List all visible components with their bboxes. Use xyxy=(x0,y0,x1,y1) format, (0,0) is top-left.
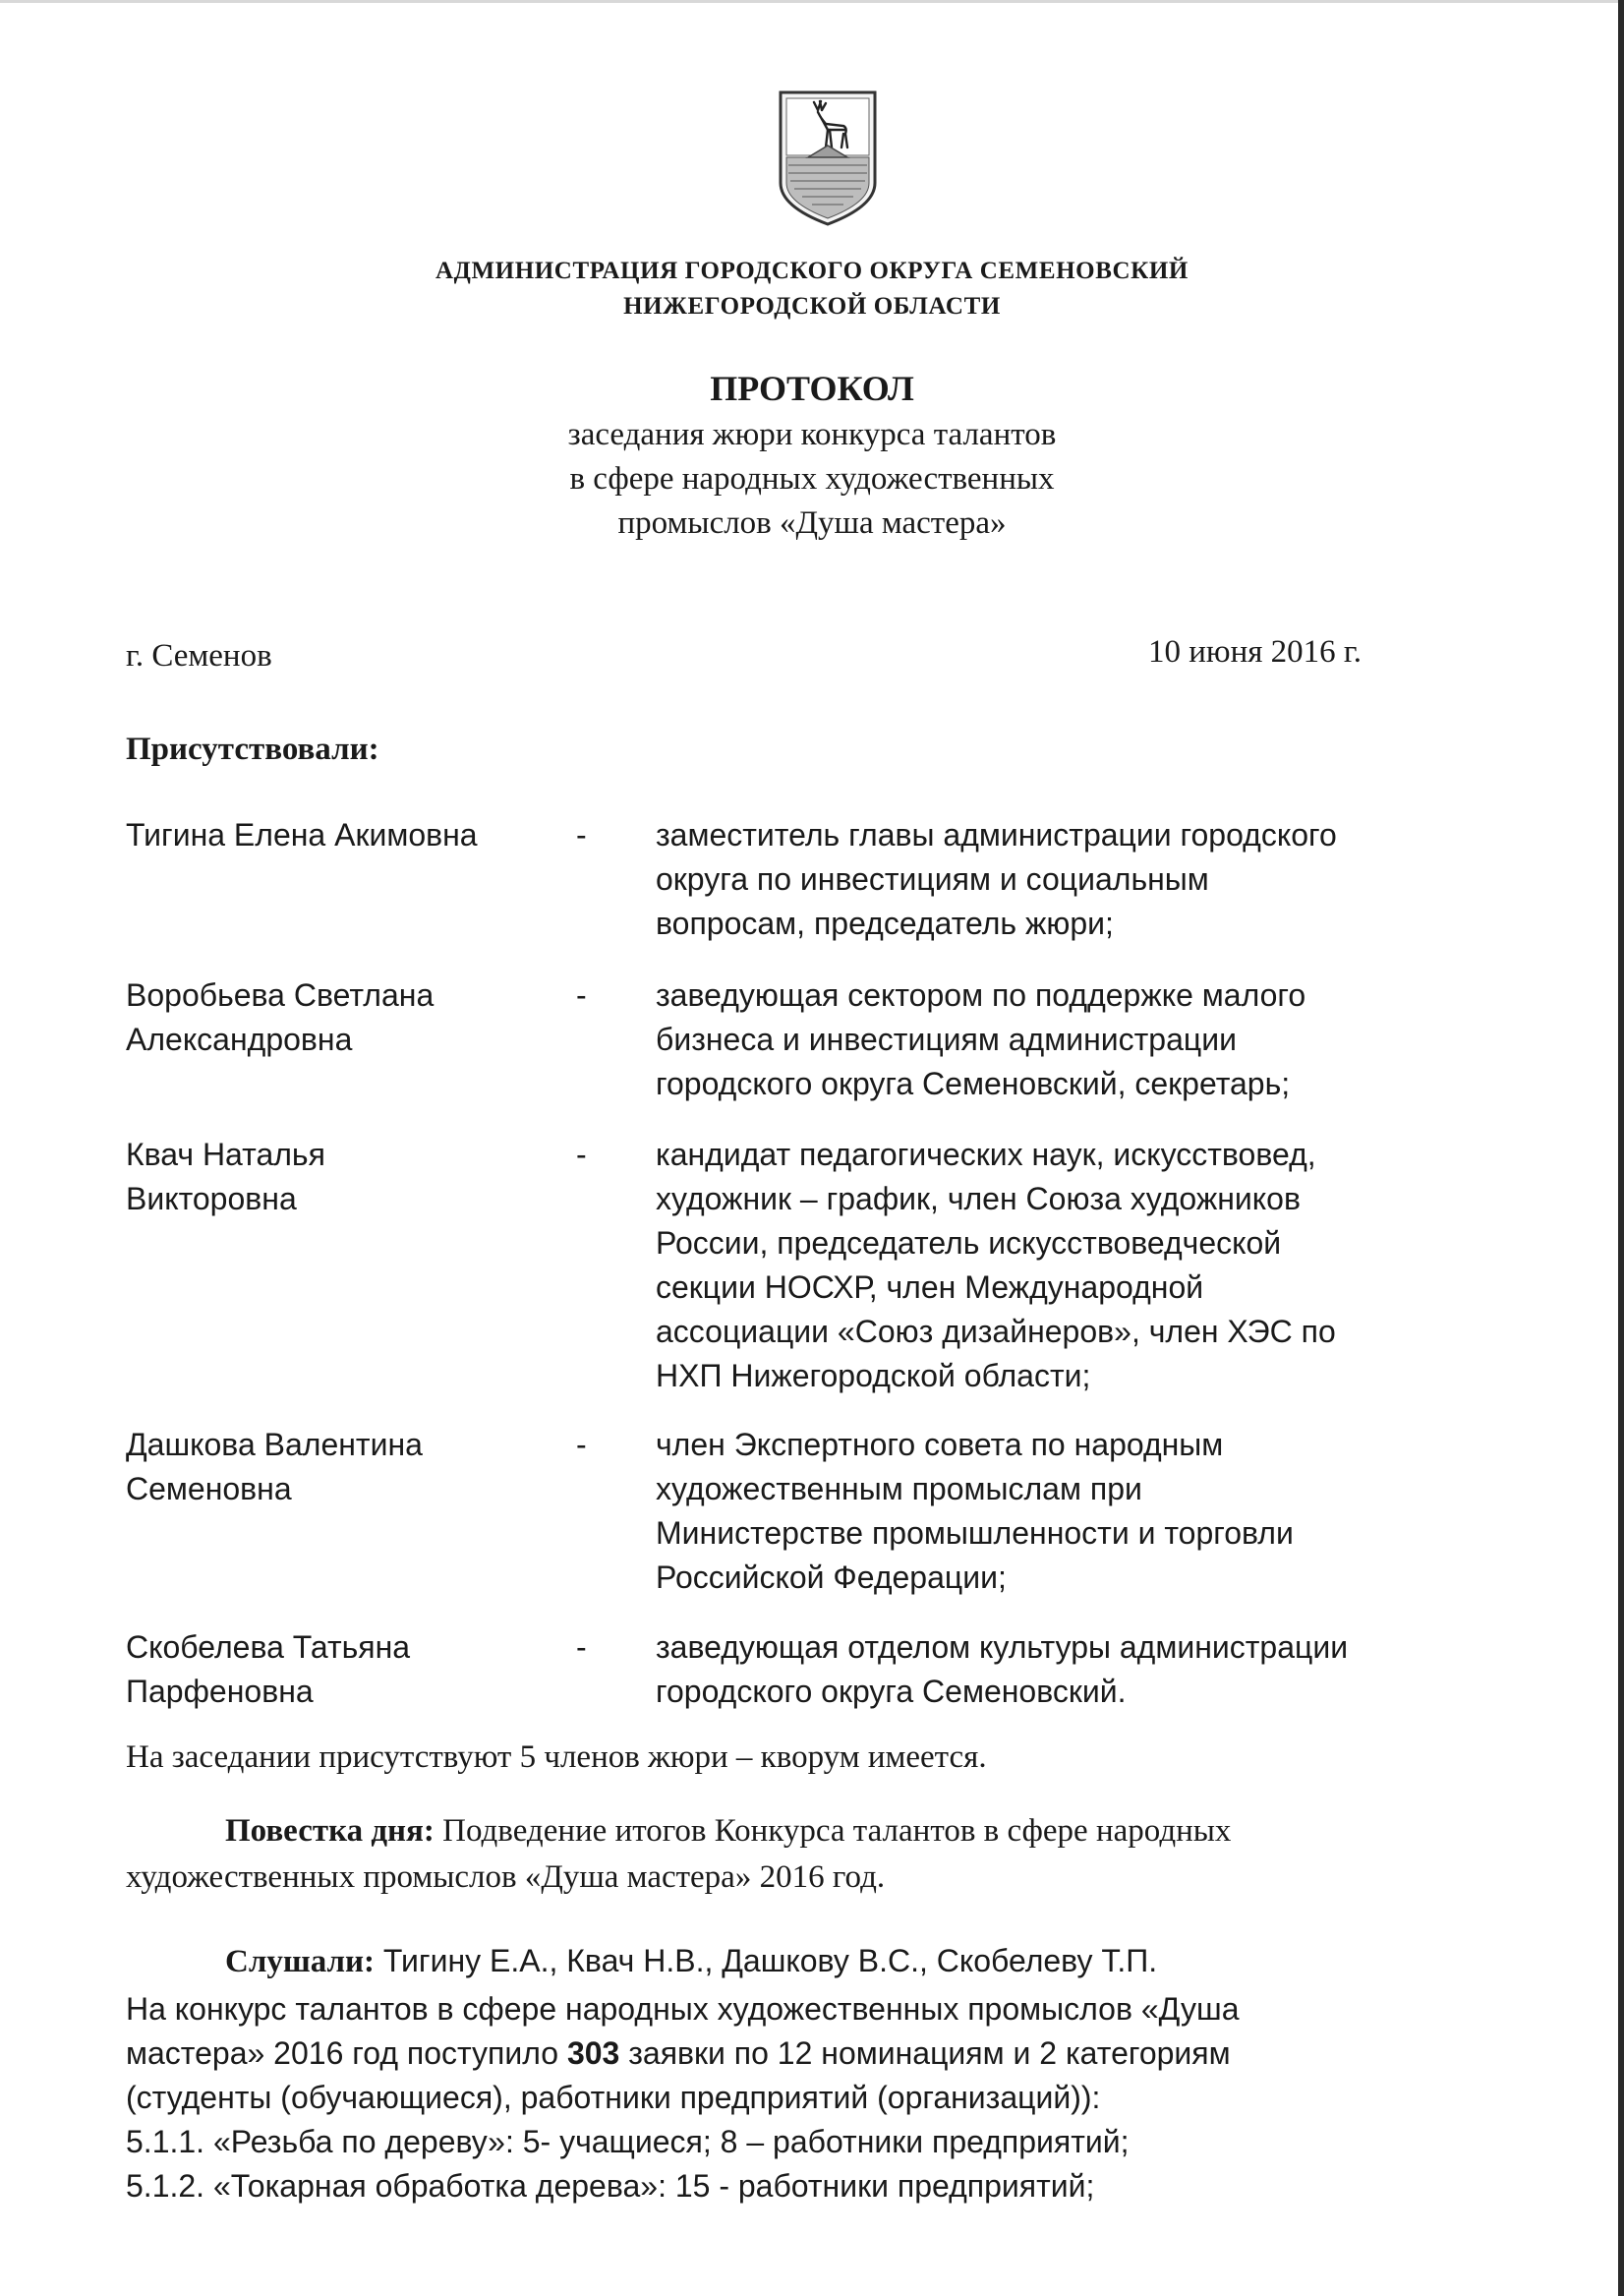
member-role xyxy=(656,1423,1294,1600)
role-line: городского округа Семеновский. xyxy=(656,1674,1127,1709)
role-line: вопросам, председатель жюри; xyxy=(656,906,1114,941)
name-line: Скобелева Татьяна xyxy=(126,1629,411,1665)
body-line xyxy=(126,2031,1239,2076)
heard-label: Слушали: xyxy=(225,1944,376,1979)
body-line: (студенты (обучающиеся), работники предприятий (организаций)): xyxy=(126,2080,1101,2115)
member-name: Тигина Елена Акимовна xyxy=(126,817,478,853)
coat-of-arms-icon xyxy=(775,87,881,228)
member-dash: - xyxy=(576,817,587,853)
member-role xyxy=(656,1133,1336,1398)
agenda-text: Подведение итогов Конкурса талантов в сфере народных xyxy=(434,1813,1232,1849)
role-line: заведующая отделом культуры администрации xyxy=(656,1629,1349,1665)
member-name xyxy=(126,973,434,1062)
heard-body xyxy=(126,1987,1239,2208)
name-line: Квач Наталья xyxy=(126,1137,325,1172)
role-line: бизнеса и инвестициям администрации xyxy=(656,1022,1237,1057)
body-line: На конкурс талантов в сфере народных художественных промыслов «Душа xyxy=(126,1991,1240,2027)
name-line: Парфеновна xyxy=(126,1674,314,1709)
name-line: Викторовна xyxy=(126,1181,297,1216)
quorum-statement: На заседании присутствуют 5 членов жюри – кворум имеется. xyxy=(126,1739,987,1775)
agenda-label: Повестка дня: xyxy=(225,1813,435,1849)
role-line: Российской Федерации; xyxy=(656,1560,1007,1595)
body-text: заявки по 12 номинациям и 2 категориям xyxy=(619,2035,1231,2071)
name-line: Воробьева Светлана xyxy=(126,977,435,1013)
role-line: художник – график, член Союза художников xyxy=(656,1181,1301,1216)
subtitle-line: промыслов «Душа мастера» xyxy=(617,505,1007,541)
organization-name: АДМИНИСТРАЦИЯ ГОРОДСКОГО ОКРУГА СЕМЕНОВСКИЙ xyxy=(435,258,1189,284)
present-heading: Присутствовали: xyxy=(126,732,379,767)
role-line: России, председатель искусствоведческой xyxy=(656,1225,1282,1261)
nomination-item: 5.1.1. «Резьба по дереву»: 5- учащиеся; 8 – работники предприятий; xyxy=(126,2124,1130,2159)
scan-right-edge xyxy=(1618,0,1624,2296)
agenda-line xyxy=(225,1809,1231,1854)
member-dash: - xyxy=(576,977,587,1013)
name-line: Александровна xyxy=(126,1022,353,1057)
heard-names: Тигину Е.А., Квач Н.В., Дашкову В.С., Скобелеву Т.П. xyxy=(375,1943,1158,1978)
agenda-continuation: художественных промыслов «Душа мастера» 2016 год. xyxy=(126,1859,886,1895)
role-line: заместитель главы администрации городского xyxy=(656,817,1337,853)
nomination-item: 5.1.2. «Токарная обработка дерева»: 15 - работники предприятий; xyxy=(126,2168,1095,2204)
member-name xyxy=(126,1423,423,1511)
application-count: 303 xyxy=(566,2035,620,2071)
name-line: Дашкова Валентина xyxy=(126,1427,423,1462)
role-line: секции НОСХР, член Международной xyxy=(656,1269,1204,1305)
organization-region: НИЖЕГОРОДСКОЙ ОБЛАСТИ xyxy=(623,293,1001,320)
member-dash: - xyxy=(576,1137,587,1172)
name-line: Семеновна xyxy=(126,1471,292,1506)
role-line: Министерстве промышленности и торговли xyxy=(656,1515,1294,1551)
role-line: кандидат педагогических наук, искусствовед, xyxy=(656,1137,1316,1172)
member-name xyxy=(126,1625,410,1714)
role-line: заведующая сектором по поддержке малого xyxy=(656,977,1306,1013)
subtitle-line: заседания жюри конкурса талантов xyxy=(567,417,1057,452)
subtitle-line: в сфере народных художественных xyxy=(569,461,1055,497)
member-role xyxy=(656,813,1337,946)
role-line: округа по инвестициям и социальным xyxy=(656,861,1209,897)
role-line: городского округа Семеновский, секретарь; xyxy=(656,1066,1291,1101)
city: г. Семенов xyxy=(126,638,272,674)
role-line: ассоциации «Союз дизайнеров», член ХЭС по xyxy=(656,1314,1336,1349)
member-role xyxy=(656,1625,1348,1714)
body-text: мастера» 2016 год поступило xyxy=(126,2035,567,2071)
document-title: ПРОТОКОЛ xyxy=(710,369,914,408)
document-date: 10 июня 2016 г. xyxy=(1148,634,1362,670)
member-name xyxy=(126,1133,325,1221)
member-role xyxy=(656,973,1305,1106)
scan-top-edge xyxy=(0,0,1624,3)
heard-line xyxy=(225,1939,1157,1984)
member-dash: - xyxy=(576,1427,587,1462)
document-subtitle xyxy=(0,413,1624,546)
role-line: НХП Нижегородской области; xyxy=(656,1358,1091,1393)
member-dash: - xyxy=(576,1629,587,1665)
role-line: член Экспертного совета по народным xyxy=(656,1427,1224,1462)
role-line: художественным промыслам при xyxy=(656,1471,1142,1506)
